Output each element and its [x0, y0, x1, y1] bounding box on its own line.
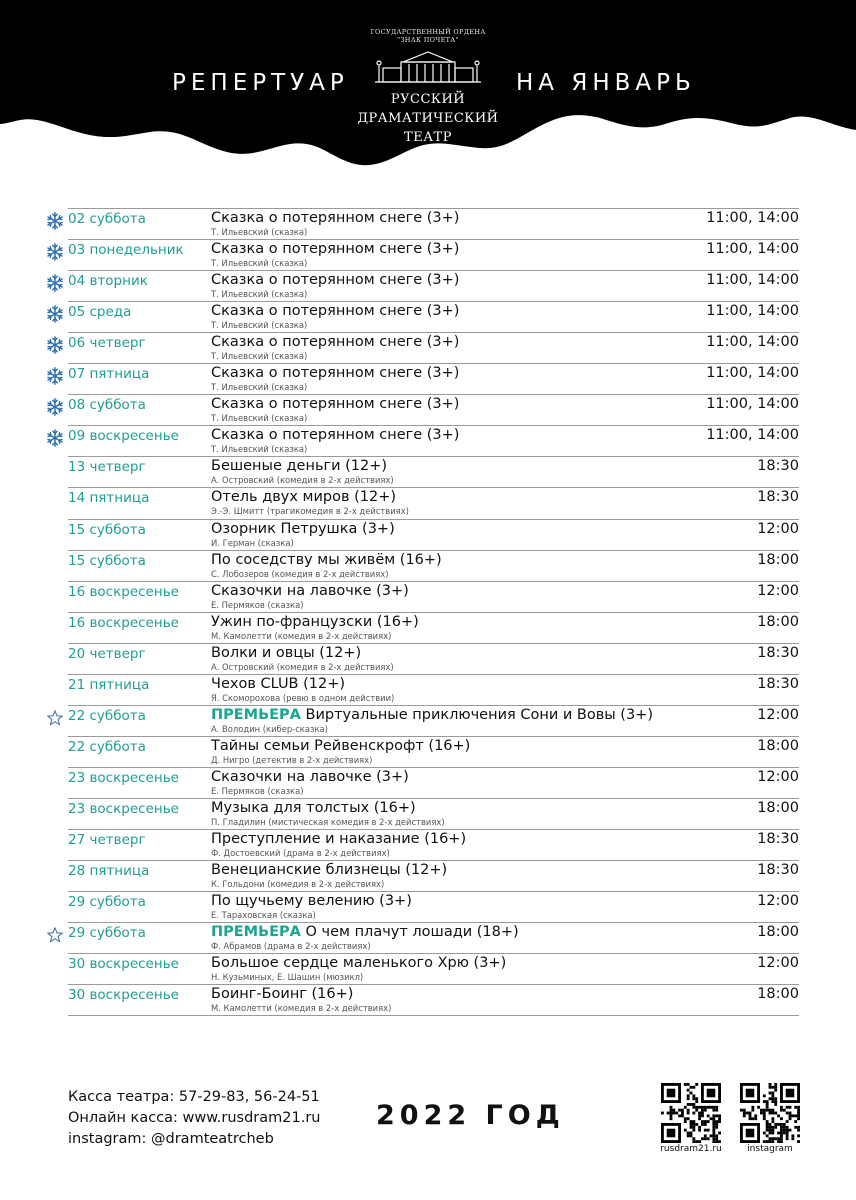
schedule-row — [0, 953, 856, 984]
row-time: 12:00 — [757, 520, 799, 537]
row-divider — [68, 519, 799, 520]
row-play-title — [211, 521, 395, 537]
row-time: 11:00, 14:00 — [706, 334, 799, 351]
play-title-text: О чем плачут лошади (18+) — [305, 924, 519, 941]
play-title-text: По соседству мы живём (16+) — [211, 551, 442, 568]
qr-instagram-label: instagram — [747, 1144, 793, 1154]
schedule-row — [0, 394, 856, 425]
row-author-genre: Т. Ильевский (сказка) — [211, 382, 308, 393]
row-date: 15 суббота — [68, 521, 146, 538]
row-time: 18:30 — [757, 675, 799, 692]
row-time: 11:00, 14:00 — [706, 365, 799, 382]
play-title-text: Ужин по-французски (16+) — [211, 613, 419, 630]
snowflake-icon — [46, 243, 64, 261]
row-date: 05 среда — [68, 304, 132, 321]
row-time: 11:00, 14:00 — [706, 241, 799, 258]
row-play-title — [211, 800, 416, 816]
schedule-row — [0, 332, 856, 363]
row-date: 30 воскресенье — [68, 987, 179, 1004]
schedule-row — [0, 519, 856, 550]
row-divider — [68, 487, 799, 488]
row-date: 20 четверг — [68, 645, 146, 662]
row-play-title — [211, 707, 653, 723]
play-title-text: Сказка о потерянном снеге (3+) — [211, 210, 460, 226]
play-title-text: Сказка о потерянном снеге (3+) — [211, 272, 460, 289]
row-date: 09 воскресенье — [68, 428, 179, 445]
schedule-row — [0, 922, 856, 953]
row-author-genre: А. Володин (кибер-сказка) — [211, 723, 328, 734]
row-divider — [68, 332, 799, 333]
row-date: 08 суббота — [68, 397, 146, 414]
play-title-text: Чехов CLUB (12+) — [211, 675, 346, 692]
row-author-genre: Е. Пермяков (сказка) — [211, 599, 304, 610]
row-time: 18:00 — [757, 551, 799, 568]
schedule-row — [0, 612, 856, 643]
schedule-row — [0, 270, 856, 301]
row-divider — [68, 363, 799, 364]
row-divider — [68, 425, 799, 426]
row-date: 16 воскресенье — [68, 583, 179, 600]
table-bottom-divider — [68, 1015, 799, 1016]
row-author-genre: Э.-Э. Шмитт (трагикомедия в 2-х действиях) — [211, 506, 409, 517]
row-divider — [68, 984, 799, 985]
row-divider — [68, 456, 799, 457]
row-divider — [68, 860, 799, 861]
row-author-genre: И. Герман (сказка) — [211, 537, 294, 548]
row-divider — [68, 798, 799, 799]
row-play-title — [211, 427, 459, 443]
row-author-genre: М. Камолетти (комедия в 2-х действиях) — [211, 1003, 392, 1014]
play-title-text: По щучьему велению (3+) — [211, 893, 412, 910]
play-title-text: Сказка о потерянном снеге (3+) — [211, 241, 460, 258]
play-title-text: Отель двух миров (12+) — [211, 489, 397, 506]
row-play-title — [211, 365, 459, 381]
row-divider — [68, 705, 799, 706]
row-divider — [68, 736, 799, 737]
row-time: 12:00 — [757, 768, 799, 785]
row-play-title — [211, 210, 459, 226]
row-time: 18:30 — [757, 831, 799, 847]
contact-info — [68, 1087, 320, 1150]
play-title-text: Сказка о потерянном снеге (3+) — [211, 334, 460, 351]
row-date: 29 суббота — [68, 894, 146, 911]
play-title-text: Сказка о потерянном снеге (3+) — [211, 303, 460, 320]
row-divider — [68, 922, 799, 923]
premiere-badge: ПРЕМЬЕРА — [211, 706, 301, 723]
row-date: 06 четверг — [68, 335, 146, 352]
row-author-genre: А. Островский (комедия в 2-х действиях) — [211, 475, 394, 486]
play-title-text: Сказка о потерянном снеге (3+) — [211, 427, 460, 444]
row-author-genre: Я. Скоморохова (ревю в одном действии) — [211, 692, 395, 703]
row-play-title — [211, 924, 519, 940]
schedule-row — [0, 736, 856, 767]
play-title-text: Венецианские близнецы (12+) — [211, 862, 448, 879]
row-divider — [68, 239, 799, 240]
play-title-text: Виртуальные приключения Сони и Вовы (3+) — [305, 706, 653, 723]
row-author-genre: Ф. Достоевский (драма в 2-х действиях) — [211, 848, 390, 858]
row-date: 07 пятница — [68, 366, 150, 383]
row-play-title — [211, 831, 466, 847]
row-divider — [68, 270, 799, 271]
play-title-text: Озорник Петрушка (3+) — [211, 520, 395, 537]
row-play-title — [211, 893, 412, 909]
play-title-text: Преступление и наказание (16+) — [211, 831, 467, 847]
logo-name-line2: ДРАМАТИЧЕСКИЙ — [357, 111, 499, 126]
row-author-genre: Е. Тараховская (сказка) — [211, 910, 316, 921]
row-play-title — [211, 583, 409, 599]
title-repertoire: РЕПЕРТУАР — [172, 70, 349, 96]
row-author-genre: С. Лобозеров (комедия в 2-х действиях) — [211, 568, 389, 579]
row-author-genre: Т. Ильевский (сказка) — [211, 351, 308, 362]
row-time: 11:00, 14:00 — [706, 396, 799, 413]
row-play-title — [211, 676, 345, 692]
row-author-genre: Т. Ильевский (сказка) — [211, 444, 308, 455]
year-label: 2022 ГОД — [376, 1100, 565, 1131]
play-title-text: Сказка о потерянном снеге (3+) — [211, 365, 460, 382]
snowflake-icon — [46, 274, 64, 292]
row-time: 18:00 — [757, 924, 799, 941]
row-play-title — [211, 862, 447, 878]
row-date: 22 суббота — [68, 738, 146, 755]
schedule-row — [0, 829, 856, 860]
row-time: 11:00, 14:00 — [706, 427, 799, 444]
row-divider — [68, 550, 799, 551]
row-author-genre: Т. Ильевский (сказка) — [211, 289, 308, 300]
row-date: 27 четверг — [68, 832, 146, 848]
row-divider — [68, 581, 799, 582]
logo-order-line2: "ЗНАК ПОЧЕТА" — [397, 36, 459, 44]
theatre-logo — [355, 28, 501, 146]
row-play-title — [211, 272, 459, 288]
instagram-handle[interactable]: instagram: @dramteatrcheb — [68, 1131, 274, 1147]
row-time: 18:00 — [757, 986, 799, 1003]
row-date: 30 воскресенье — [68, 956, 179, 973]
schedule-row — [0, 705, 856, 736]
play-title-text: Бешеные деньги (12+) — [211, 458, 388, 475]
schedule-row — [0, 674, 856, 705]
row-play-title — [211, 489, 396, 505]
row-author-genre: П. Гладилин (мистическая комедия в 2-х действиях) — [211, 816, 445, 827]
schedule-row — [0, 581, 856, 612]
row-time: 18:00 — [757, 613, 799, 630]
schedule-row — [0, 860, 856, 891]
row-time: 12:00 — [757, 582, 799, 599]
play-title-text: Тайны семьи Рейвенскрофт (16+) — [211, 737, 471, 754]
row-divider — [68, 643, 799, 644]
row-divider — [68, 829, 799, 830]
snowflake-icon — [46, 398, 64, 416]
row-date: 23 воскресенье — [68, 800, 179, 817]
star-icon — [46, 709, 64, 727]
row-date: 22 суббота — [68, 707, 146, 724]
box-office-phone: Касса театра: 57-29-83, 56-24-51 — [68, 1089, 320, 1105]
schedule-row — [0, 208, 856, 239]
play-title-text: Сказочки на лавочке (3+) — [211, 582, 409, 599]
row-divider — [68, 612, 799, 613]
logo-order-line1: ГОСУДАРСТВЕННЫЙ ОРДЕНА — [370, 28, 486, 36]
row-author-genre: Ф. Абрамов (драма в 2-х действиях) — [211, 941, 371, 952]
row-time: 18:30 — [757, 458, 799, 475]
row-play-title — [211, 241, 459, 257]
row-date: 23 воскресенье — [68, 769, 179, 786]
logo-name-line3: ТЕАТР — [404, 130, 452, 145]
row-author-genre: Т. Ильевский (сказка) — [211, 227, 308, 237]
play-title-text: Волки и овцы (12+) — [211, 644, 362, 661]
snowflake-icon — [46, 305, 64, 323]
row-author-genre: К. Гольдони (комедия в 2-х действиях) — [211, 879, 385, 890]
schedule-row — [0, 363, 856, 394]
row-time: 12:00 — [757, 706, 799, 723]
row-time: 18:00 — [757, 737, 799, 754]
snowflake-icon — [46, 336, 64, 354]
row-time: 11:00, 14:00 — [706, 272, 799, 289]
row-play-title — [211, 614, 419, 630]
snowflake-icon — [46, 212, 64, 230]
row-divider — [68, 891, 799, 892]
row-date: 13 четверг — [68, 459, 146, 476]
row-author-genre: Т. Ильевский (сказка) — [211, 413, 308, 424]
row-time: 12:00 — [757, 955, 799, 972]
row-play-title — [211, 769, 409, 785]
row-author-genre: Т. Ильевский (сказка) — [211, 258, 308, 269]
header-banner — [0, 0, 856, 190]
row-time: 12:00 — [757, 893, 799, 910]
row-divider — [68, 953, 799, 954]
row-divider — [68, 208, 799, 209]
qr-code-instagram-icon[interactable] — [740, 1083, 800, 1143]
row-date: 15 суббота — [68, 552, 146, 569]
schedule-row — [0, 767, 856, 798]
row-author-genre: Т. Ильевский (сказка) — [211, 320, 308, 331]
row-divider — [68, 767, 799, 768]
row-date: 02 суббота — [68, 211, 146, 227]
row-time: 18:30 — [757, 862, 799, 879]
row-date: 16 воскресенье — [68, 614, 179, 631]
row-author-genre: М. Камолетти (комедия в 2-х действиях) — [211, 630, 392, 641]
schedule-row — [0, 984, 856, 1015]
row-divider — [68, 394, 799, 395]
qr-website-label: rusdram21.ru — [660, 1144, 722, 1154]
play-title-text: Музыка для толстых (16+) — [211, 799, 416, 816]
row-date: 03 понедельник — [68, 242, 184, 259]
row-author-genre: Е. Пермяков (сказка) — [211, 785, 304, 796]
row-play-title — [211, 986, 353, 1002]
premiere-badge: ПРЕМЬЕРА — [211, 924, 301, 941]
row-play-title — [211, 458, 387, 474]
row-play-title — [211, 334, 459, 350]
row-author-genre: Д. Нигро (детектив в 2-х действиях) — [211, 754, 373, 765]
play-title-text: Боинг-Боинг (16+) — [211, 986, 354, 1003]
row-play-title — [211, 396, 459, 412]
row-date: 14 пятница — [68, 490, 150, 507]
row-time: 11:00, 14:00 — [706, 303, 799, 320]
row-author-genre: А. Островский (комедия в 2-х действиях) — [211, 661, 394, 672]
online-box-office[interactable]: Онлайн касса: www.rusdram21.ru — [68, 1110, 321, 1126]
row-divider — [68, 301, 799, 302]
schedule-row — [0, 456, 856, 487]
row-date: 29 суббота — [68, 925, 146, 942]
title-month: НА ЯНВАРЬ — [516, 70, 696, 96]
qr-code-website-icon[interactable] — [661, 1083, 721, 1143]
row-time: 11:00, 14:00 — [706, 210, 799, 226]
play-title-text: Сказка о потерянном снеге (3+) — [211, 396, 460, 413]
theatre-building-icon — [373, 48, 483, 88]
row-date: 21 пятница — [68, 676, 150, 693]
row-date: 04 вторник — [68, 273, 148, 290]
row-author-genre: Н. Кузьминых, Е. Шашин (мюзикл) — [211, 972, 364, 983]
logo-name-line1: РУССКИЙ — [390, 92, 466, 107]
schedule-row — [0, 487, 856, 518]
row-time: 18:30 — [757, 489, 799, 506]
snowflake-icon — [46, 367, 64, 385]
schedule-row — [0, 425, 856, 456]
schedule-row — [0, 891, 856, 922]
row-divider — [68, 674, 799, 675]
row-play-title — [211, 955, 506, 971]
schedule-row — [0, 239, 856, 270]
schedule-row — [0, 643, 856, 674]
schedule-row — [0, 301, 856, 332]
row-time: 18:00 — [757, 799, 799, 816]
row-date: 28 пятница — [68, 863, 150, 880]
row-time: 18:30 — [757, 644, 799, 661]
play-title-text: Сказочки на лавочке (3+) — [211, 768, 409, 785]
row-play-title — [211, 303, 459, 319]
play-title-text: Большое сердце маленького Хрю (3+) — [211, 955, 507, 972]
row-play-title — [211, 552, 442, 568]
row-play-title — [211, 738, 470, 754]
schedule-row — [0, 550, 856, 581]
snowflake-icon — [46, 429, 64, 447]
star-icon — [46, 926, 64, 944]
row-play-title — [211, 645, 361, 661]
schedule-row — [0, 798, 856, 829]
